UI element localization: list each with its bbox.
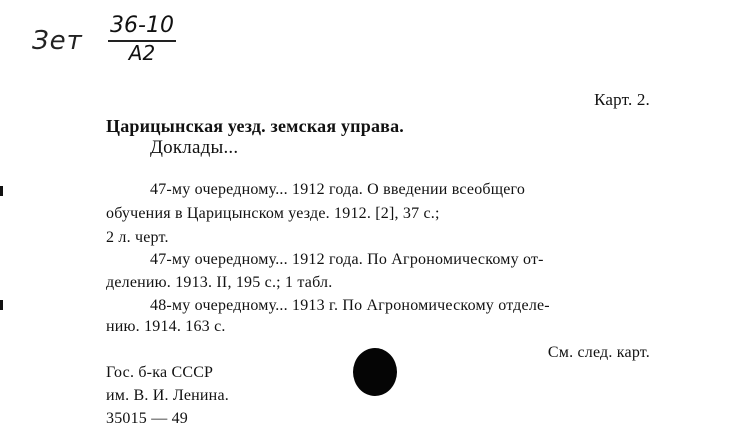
card-edge-mark [0, 300, 3, 310]
card-edge-mark [0, 186, 3, 196]
entry-1-line-3: 2 л. черт. [106, 229, 169, 246]
library-line-3: 35015 — 49 [106, 410, 188, 427]
library-line-1: Гос. б-ка СССР [106, 364, 214, 381]
entry-1-line-1: 47-му очередному... 1912 года. О введении всеобщего [150, 181, 526, 198]
entry-2-line-1: 47-му очередному... 1912 года. По Агрономическому от- [150, 251, 544, 268]
ink-stamp [353, 348, 397, 396]
card-number: Карт. 2. [594, 90, 650, 109]
continuation-note: См. след. карт. [547, 344, 650, 361]
handwritten-shelfmark [104, 14, 180, 64]
entry-3-line-2: нию. 1914. 163 с. [106, 318, 226, 335]
entry-1-line-2: обучения в Царицынском уезде. 1912. [2], 37 с.; [106, 205, 440, 222]
card-subheading: Доклады... [150, 137, 239, 158]
entry-2-line-2: делению. 1913. II, 195 с.; 1 табл. [106, 274, 333, 291]
shelfmark-top: 36-10 [110, 13, 174, 38]
entry-3-line-1: 48-му очередному... 1913 г. По Агрономическому отделе- [150, 297, 550, 314]
card-heading: Царицынская уезд. земская управа. [106, 116, 404, 136]
library-line-2: им. В. И. Ленина. [106, 387, 229, 404]
shelfmark-bottom: А2 [128, 41, 156, 65]
handwritten-code: Зет [32, 26, 83, 56]
